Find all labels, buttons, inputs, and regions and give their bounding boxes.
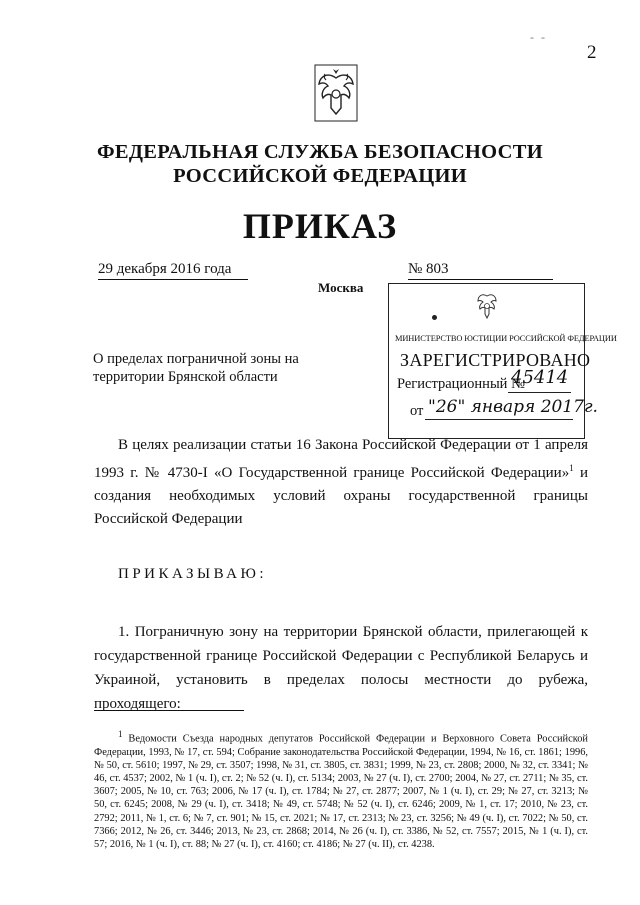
stamp-dot [432, 315, 437, 320]
stamp-date-value: "26" января 2017г. [428, 397, 598, 417]
order-date: 29 декабря 2016 года [98, 261, 248, 280]
footnote-separator [94, 710, 244, 711]
stamp-reg-number-value: 45414 [511, 367, 569, 388]
document-title: ПРИКАЗ [242, 206, 398, 246]
order-city: Москва [318, 280, 364, 295]
stamp-ministry: МИНИСТЕРСТВО ЮСТИЦИИ РОССИЙСКОЙ ФЕДЕРАЦИИ [395, 334, 617, 343]
footnote-mark: 1 [118, 729, 123, 739]
stamp-date-underline [425, 419, 573, 420]
organization-line-1: ФЕДЕРАЛЬНАЯ СЛУЖБА БЕЗОПАСНОСТИ [96, 141, 543, 163]
stamp-emblem-icon [475, 290, 499, 322]
preamble-text-2: и создания необходимых условий охраны государственной границы Российской Федерации [94, 465, 589, 527]
order-subject: О пределах пограничной зоны на территории Брянской области [93, 351, 299, 385]
order-word: ПРИКАЗЫВАЮ: [118, 566, 268, 582]
stamp-date-label: от [410, 403, 424, 419]
footnote-text: Ведомости Съезда народных депутатов Российской Федерации и Верховного Совета Российской Федерации, 1993, № 17, ст. 594; Собрание законодательства Российской Федерации, 1994, № 16, ст. 1861; 1996, № 50, ст. 5610; 1997, № 29, ст. 3507; 1998, № 31, ст. 3805, ст. 3831; 1999, № 23, ст. 2808; 2000, № 32, ст. 3341; № 46, ст. 4537; 2002, № 1 (ч. I), ст. 2; № 52 (ч. I), ст. 5134; 2003, № 27 (ч. I), ст. 2700; 2004, № 27, ст. 2711; № 35, ст. 3607; 2005, № 10, ст. 763; 2006, № 17 (ч. I), ст. 1784; № 27, ст. 2877; 2007, № 1 (ч. I), ст. 29; № 27, ст. 3213; № 50, ст. 6245; 2008, № 29 (ч. I), ст. 3418; № 49, ст. 5748; № 52 (ч. I), ст. 6246; 2009, № 1, ст. 17; 2010, № 23, ст. 2792; 2011, № 1, ст. 6; № 7, ст. 901; № 15, ст. 2021; № 17, ст. 2313; № 23, ст. 3256; № 49 (ч. I), ст. 7022; № 50, ст. 7366; 2012, № 26, ст. 3446; 2013, № 23, ст. 2868; 2014, № 26 (ч. I), ст. 3386, № 52, ст. 7557; 2015, № 1 (ч. I), ст. 57; 2016, № 1 (ч. I), ст. 88; № 27 (ч. I), ст. 4160; ст. 4186; № 27 (ч. II), ст. 4238. [94, 733, 588, 851]
stamp-registered-label: ЗАРЕГИСТРИРОВАНО [400, 350, 591, 370]
coat-of-arms-icon [314, 64, 358, 122]
order-number: № 803 [408, 261, 553, 280]
preamble [94, 434, 588, 531]
stamp-number-underline [508, 392, 571, 393]
preamble-text-1: В целях реализации статьи 16 Закона Российской Федерации от 1 апреля 1993 г. № 4730-I «О Государственной границе Российской Федерации» [94, 437, 588, 481]
page-number: 2 [587, 42, 597, 63]
footnote [94, 728, 588, 851]
footnote-reference: 1 [569, 463, 574, 473]
order-item-1 [94, 620, 588, 716]
stamp-reg-number-label: Регистрационный № [397, 376, 525, 392]
order-item-1-text: 1. Пограничную зону на территории Брянской области, прилегающей к государственной границе Российской Федерации с Республикой Беларусь и Украиной, установить в пределах полосы местности до рубежа, проходящего: [94, 624, 588, 712]
top-marks: - - [530, 30, 547, 44]
organization-line-2: РОССИЙСКОЙ ФЕДЕРАЦИИ [173, 165, 467, 187]
